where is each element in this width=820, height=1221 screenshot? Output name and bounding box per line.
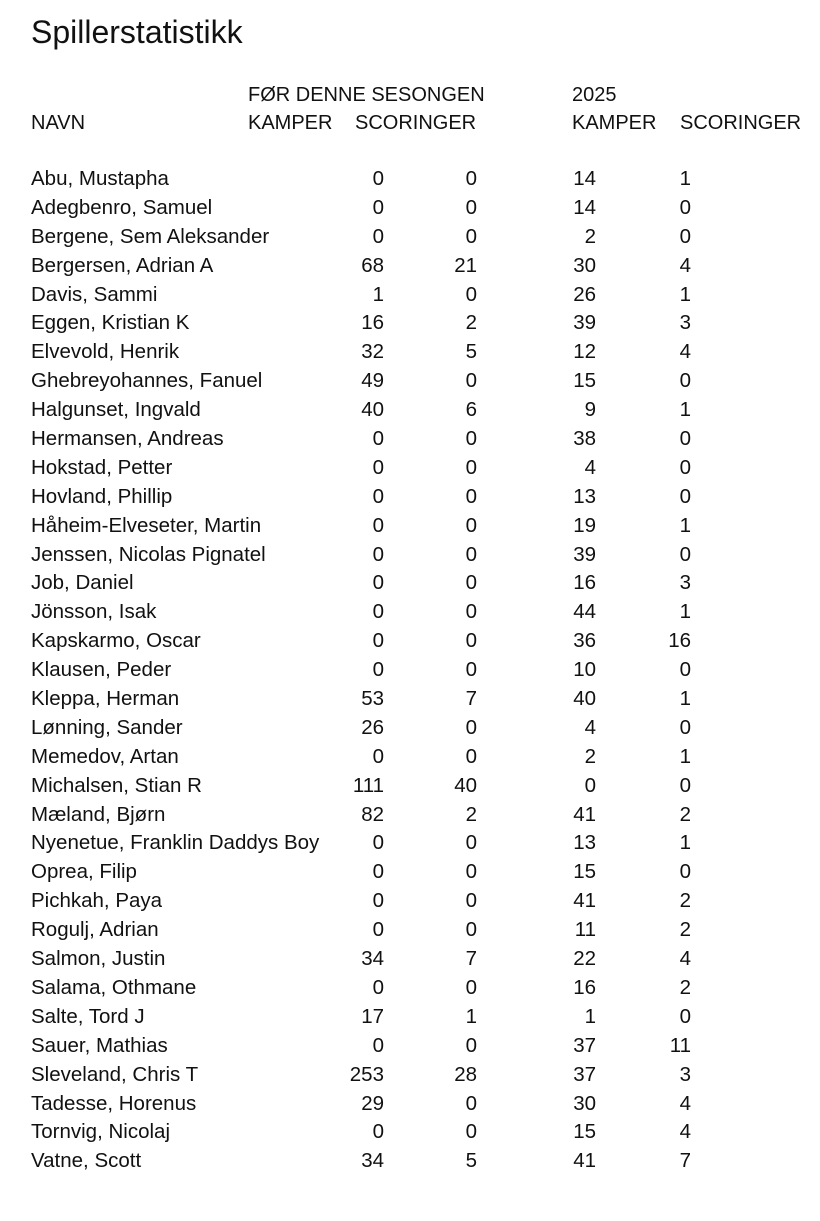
- season-goals-cell: 1: [679, 744, 691, 768]
- season-matches-cell: 36: [573, 629, 596, 653]
- prior-goals-cell: 0: [465, 715, 477, 739]
- prior-goals-cell: 0: [465, 975, 477, 999]
- season-goals-cell: 1: [679, 831, 691, 855]
- table-row: [0, 829, 820, 858]
- player-name: Adegbenro, Samuel: [31, 195, 213, 219]
- table-row: [0, 887, 820, 916]
- prior-goals-cell: 0: [465, 658, 477, 682]
- prior-goals-cell: 0: [465, 427, 477, 451]
- season-goals-cell: 0: [679, 224, 691, 248]
- season-goals-cell: 0: [679, 455, 691, 479]
- player-name: Michalsen, Stian R: [31, 773, 202, 797]
- season-matches-cell: 9: [584, 398, 596, 422]
- prior-matches-cell: 0: [372, 831, 384, 855]
- season-goals-cell: 2: [679, 975, 691, 999]
- table-row: [0, 685, 820, 714]
- prior-goals-cell: 0: [465, 831, 477, 855]
- header-name: NAVN: [31, 112, 86, 134]
- prior-goals-cell: 2: [465, 802, 477, 826]
- player-name: Jenssen, Nicolas Pignatel: [31, 542, 266, 566]
- season-matches-cell: 16: [573, 975, 596, 999]
- table-row: [0, 1061, 820, 1090]
- season-matches-cell: 38: [573, 427, 596, 451]
- table-row: [0, 801, 820, 830]
- prior-matches-cell: 16: [361, 311, 384, 335]
- prior-matches-cell: 0: [372, 629, 384, 653]
- page-title: Spillerstatistikk: [31, 14, 243, 50]
- season-goals-cell: 3: [679, 571, 691, 595]
- table-row: [0, 425, 820, 454]
- season-goals-cell: 16: [668, 629, 691, 653]
- prior-matches-cell: 0: [372, 484, 384, 508]
- player-name: Kapskarmo, Oscar: [31, 629, 201, 653]
- season-matches-cell: 41: [573, 1149, 596, 1173]
- prior-matches-cell: 34: [361, 1149, 384, 1173]
- table-row: [0, 627, 820, 656]
- season-matches-cell: 37: [573, 1033, 596, 1057]
- player-name: Vatne, Scott: [31, 1149, 142, 1173]
- season-matches-cell: 15: [573, 1120, 596, 1144]
- prior-goals-cell: 6: [465, 398, 477, 422]
- prior-matches-cell: 0: [372, 542, 384, 566]
- table-row: [0, 1118, 820, 1147]
- prior-goals-cell: 5: [465, 1149, 477, 1173]
- prior-goals-cell: 7: [465, 687, 477, 711]
- player-name: Bergene, Sem Aleksander: [31, 224, 270, 248]
- prior-matches-cell: 0: [372, 889, 384, 913]
- prior-matches-cell: 0: [372, 1033, 384, 1057]
- table-row: [0, 974, 820, 1003]
- season-goals-cell: 4: [679, 340, 691, 364]
- season-goals-cell: 0: [679, 658, 691, 682]
- prior-goals-cell: 0: [465, 1033, 477, 1057]
- prior-goals-cell: 1: [465, 1004, 477, 1028]
- prior-goals-cell: 21: [454, 253, 477, 277]
- prior-matches-cell: 0: [372, 195, 384, 219]
- table-row: [0, 396, 820, 425]
- season-goals-cell: 11: [669, 1033, 691, 1057]
- prior-matches-cell: 0: [372, 1120, 384, 1144]
- prior-goals-cell: 0: [465, 513, 477, 537]
- prior-goals-cell: 0: [465, 629, 477, 653]
- table-row: [0, 541, 820, 570]
- table-row: [0, 223, 820, 252]
- prior-goals-cell: 28: [454, 1062, 477, 1086]
- prior-matches-cell: 253: [349, 1062, 384, 1086]
- player-name: Ghebreyohannes, Fanuel: [31, 369, 263, 393]
- table-row: [0, 338, 820, 367]
- table-row: [0, 1147, 820, 1176]
- prior-goals-cell: 0: [465, 571, 477, 595]
- table-row: [0, 569, 820, 598]
- player-name: Kleppa, Herman: [31, 687, 180, 711]
- season-matches-cell: 16: [573, 571, 596, 595]
- prior-matches-cell: 0: [372, 918, 384, 942]
- season-matches-cell: 22: [573, 947, 596, 971]
- header-season-goals: SCORINGER: [680, 112, 802, 134]
- table-row: [0, 945, 820, 974]
- prior-matches-cell: 0: [372, 224, 384, 248]
- prior-goals-cell: 5: [465, 340, 477, 364]
- player-name: Halgunset, Ingvald: [31, 398, 201, 422]
- season-goals-cell: 4: [679, 947, 691, 971]
- season-goals-cell: 0: [679, 542, 691, 566]
- season-matches-cell: 41: [573, 802, 596, 826]
- table-row: [0, 743, 820, 772]
- player-name: Oprea, Filip: [31, 860, 137, 884]
- player-name: Eggen, Kristian K: [31, 311, 190, 335]
- player-name: Salte, Tord J: [31, 1004, 145, 1028]
- season-matches-cell: 14: [573, 167, 596, 190]
- prior-goals-cell: 0: [465, 455, 477, 479]
- season-goals-cell: 1: [679, 398, 691, 422]
- prior-matches-cell: 0: [372, 600, 384, 624]
- table-row: [0, 598, 820, 627]
- player-name: Pichkah, Paya: [31, 889, 163, 913]
- player-name: Elvevold, Henrik: [31, 340, 180, 364]
- prior-matches-cell: 17: [361, 1004, 384, 1028]
- season-matches-cell: 37: [573, 1062, 596, 1086]
- season-matches-cell: 19: [573, 513, 596, 537]
- table-row: [0, 772, 820, 801]
- player-name: Davis, Sammi: [31, 282, 158, 306]
- season-goals-cell: 3: [679, 1062, 691, 1086]
- season-goals-cell: 1: [679, 600, 691, 624]
- table-row: [0, 367, 820, 396]
- prior-matches-cell: 0: [372, 167, 384, 190]
- table-row: [0, 656, 820, 685]
- player-name: Hermansen, Andreas: [31, 427, 224, 451]
- season-matches-cell: 40: [573, 687, 596, 711]
- prior-matches-cell: 111: [352, 773, 384, 797]
- prior-matches-cell: 0: [372, 427, 384, 451]
- table-row: [0, 1032, 820, 1061]
- prior-goals-cell: 0: [465, 600, 477, 624]
- season-goals-cell: 0: [679, 369, 691, 393]
- season-matches-cell: 39: [573, 311, 596, 335]
- prior-goals-cell: 0: [465, 860, 477, 884]
- header-season-group: 2025: [572, 84, 617, 106]
- prior-matches-cell: 82: [361, 802, 384, 826]
- table-row: [0, 512, 820, 541]
- prior-goals-cell: 0: [465, 484, 477, 508]
- prior-goals-cell: 0: [465, 282, 477, 306]
- season-goals-cell: 0: [679, 773, 691, 797]
- season-goals-cell: 1: [679, 513, 691, 537]
- prior-matches-cell: 1: [372, 282, 384, 306]
- season-goals-cell: 7: [679, 1149, 691, 1173]
- header-prior-matches: KAMPER: [248, 112, 333, 134]
- season-matches-cell: 30: [573, 1091, 596, 1115]
- prior-matches-cell: 32: [361, 340, 384, 364]
- player-name: Abu, Mustapha: [31, 167, 169, 190]
- player-name: Jönsson, Isak: [31, 600, 157, 624]
- table-row: [0, 483, 820, 512]
- prior-matches-cell: 49: [361, 369, 384, 393]
- season-goals-cell: 4: [679, 253, 691, 277]
- season-goals-cell: 2: [679, 918, 691, 942]
- player-name: Mæland, Bjørn: [31, 802, 166, 826]
- table-row: [0, 714, 820, 743]
- table-row: [0, 252, 820, 281]
- season-goals-cell: 4: [679, 1091, 691, 1115]
- prior-matches-cell: 26: [361, 715, 384, 739]
- prior-matches-cell: 0: [372, 744, 384, 768]
- season-matches-cell: 2: [584, 224, 596, 248]
- table-row: [0, 281, 820, 310]
- prior-goals-cell: 0: [465, 224, 477, 248]
- prior-matches-cell: 68: [361, 253, 384, 277]
- season-goals-cell: 2: [679, 802, 691, 826]
- player-name: Memedov, Artan: [31, 744, 179, 768]
- prior-goals-cell: 0: [465, 167, 477, 190]
- prior-matches-cell: 0: [372, 513, 384, 537]
- season-matches-cell: 13: [573, 484, 596, 508]
- table-row: [0, 916, 820, 945]
- player-name: Bergersen, Adrian A: [31, 253, 214, 277]
- player-name: Håheim-Elveseter, Martin: [31, 513, 262, 537]
- season-goals-cell: 4: [679, 1120, 691, 1144]
- prior-matches-cell: 0: [372, 860, 384, 884]
- prior-goals-cell: 0: [465, 369, 477, 393]
- player-name: Lønning, Sander: [31, 715, 183, 739]
- prior-goals-cell: 0: [465, 195, 477, 219]
- table-row: [0, 1003, 820, 1032]
- prior-goals-cell: 0: [465, 1120, 477, 1144]
- prior-goals-cell: 2: [465, 311, 477, 335]
- prior-matches-cell: 34: [361, 947, 384, 971]
- table-row: [0, 165, 820, 194]
- header-prior-goals: SCORINGER: [355, 112, 477, 134]
- season-goals-cell: 2: [679, 889, 691, 913]
- player-name: Hovland, Phillip: [31, 484, 173, 508]
- season-goals-cell: 0: [679, 860, 691, 884]
- season-matches-cell: 26: [573, 282, 596, 306]
- season-matches-cell: 15: [573, 860, 596, 884]
- prior-matches-cell: 0: [372, 658, 384, 682]
- header-season-matches: KAMPER: [572, 112, 657, 134]
- prior-goals-cell: 0: [465, 889, 477, 913]
- header-prior-season-group: FØR DENNE SESONGEN: [248, 84, 485, 106]
- season-matches-cell: 15: [573, 369, 596, 393]
- season-matches-cell: 44: [573, 600, 596, 624]
- season-matches-cell: 1: [584, 1004, 596, 1028]
- season-matches-cell: 39: [573, 542, 596, 566]
- prior-goals-cell: 0: [465, 918, 477, 942]
- prior-goals-cell: 0: [465, 542, 477, 566]
- player-name: Job, Daniel: [31, 571, 134, 595]
- season-goals-cell: 0: [679, 715, 691, 739]
- table-row: [0, 454, 820, 483]
- player-name: Nyenetue, Franklin Daddys Boy: [31, 831, 320, 855]
- player-name: Salmon, Justin: [31, 947, 166, 971]
- season-matches-cell: 30: [573, 253, 596, 277]
- season-goals-cell: 0: [679, 484, 691, 508]
- season-goals-cell: 1: [679, 687, 691, 711]
- prior-goals-cell: 40: [454, 773, 477, 797]
- prior-matches-cell: 29: [361, 1091, 384, 1115]
- prior-goals-cell: 0: [465, 1091, 477, 1115]
- season-matches-cell: 4: [584, 715, 596, 739]
- prior-goals-cell: 7: [465, 947, 477, 971]
- season-matches-cell: 41: [573, 889, 596, 913]
- player-name: Sleveland, Chris T: [31, 1062, 199, 1086]
- season-goals-cell: 1: [679, 167, 691, 190]
- prior-matches-cell: 0: [372, 975, 384, 999]
- player-name: Sauer, Mathias: [31, 1033, 168, 1057]
- season-matches-cell: 11: [574, 918, 596, 942]
- season-matches-cell: 12: [573, 340, 596, 364]
- prior-matches-cell: 40: [361, 398, 384, 422]
- prior-matches-cell: 53: [361, 687, 384, 711]
- season-goals-cell: 0: [679, 427, 691, 451]
- player-name: Hokstad, Petter: [31, 455, 173, 479]
- player-table: [0, 165, 820, 1176]
- season-matches-cell: 10: [573, 658, 596, 682]
- player-name: Klausen, Peder: [31, 658, 172, 682]
- player-name: Rogulj, Adrian: [31, 918, 159, 942]
- season-matches-cell: 2: [584, 744, 596, 768]
- prior-matches-cell: 0: [372, 455, 384, 479]
- season-goals-cell: 0: [679, 195, 691, 219]
- season-goals-cell: 0: [679, 1004, 691, 1028]
- table-row: [0, 309, 820, 338]
- season-matches-cell: 14: [573, 195, 596, 219]
- prior-goals-cell: 0: [465, 744, 477, 768]
- table-row: [0, 1090, 820, 1119]
- season-matches-cell: 13: [573, 831, 596, 855]
- season-goals-cell: 3: [679, 311, 691, 335]
- prior-matches-cell: 0: [372, 571, 384, 595]
- player-name: Tornvig, Nicolaj: [31, 1120, 170, 1144]
- player-name: Tadesse, Horenus: [31, 1091, 197, 1115]
- season-matches-cell: 0: [584, 773, 596, 797]
- player-name: Salama, Othmane: [31, 975, 197, 999]
- table-row: [0, 194, 820, 223]
- season-matches-cell: 4: [584, 455, 596, 479]
- table-row: [0, 858, 820, 887]
- season-goals-cell: 1: [679, 282, 691, 306]
